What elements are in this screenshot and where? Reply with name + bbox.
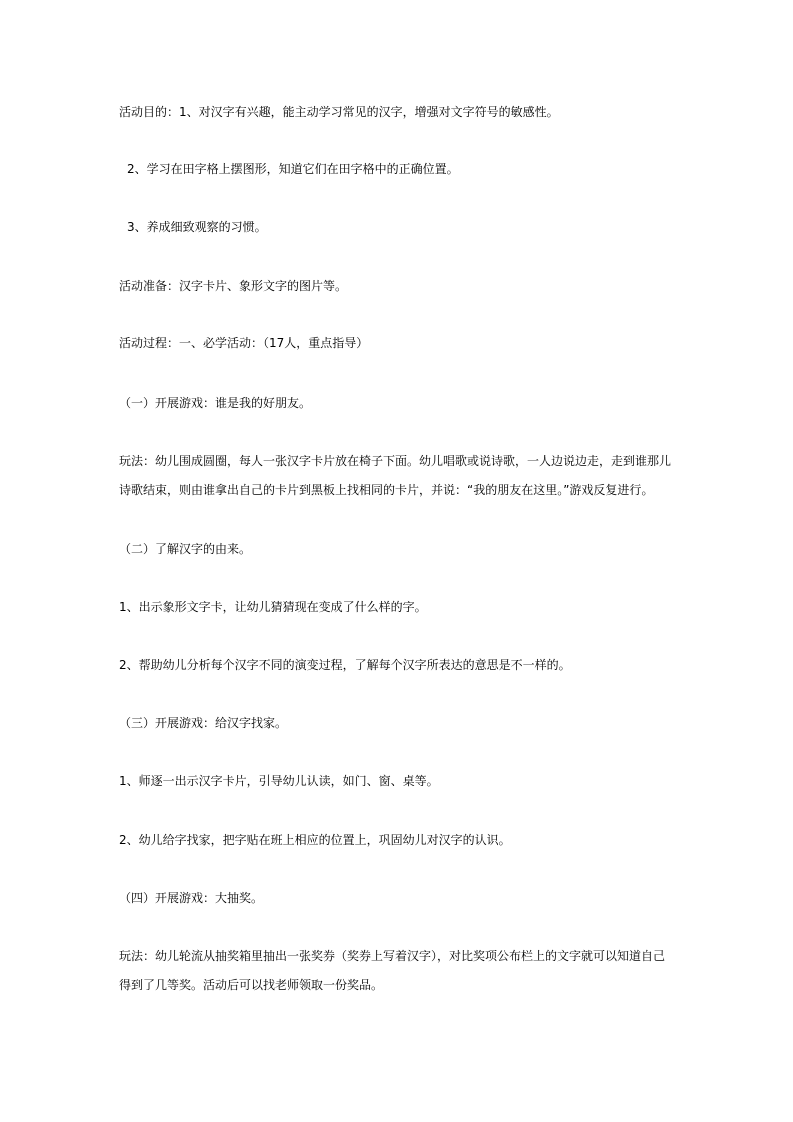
game-4-heading: （四）开展游戏：大抽奖。 bbox=[119, 891, 264, 905]
activity-process-heading: 活动过程：一、必学活动：（17人，重点指导） bbox=[119, 336, 369, 350]
activity-goal-1: 活动目的：1、对汉字有兴趣，能主动学习常见的汉字，增强对文字符号的敏感性。 bbox=[119, 105, 559, 119]
game-1-rules-line-1: 玩法：幼儿围成圆圈，每人一张汉字卡片放在椅子下面。幼儿唱歌或说诗歌，一人边说边走，走到谁那儿 bbox=[119, 454, 672, 468]
section-2-item-1: 1、出示象形文字卡，让幼儿猜猜现在变成了什么样的字。 bbox=[119, 600, 427, 614]
activity-goal-3: 3、养成细致观察的习惯。 bbox=[127, 220, 267, 234]
game-3-heading: （三）开展游戏：给汉字找家。 bbox=[119, 716, 288, 730]
section-2-heading: （二）了解汉字的由来。 bbox=[119, 542, 252, 556]
activity-preparation: 活动准备：汉字卡片、象形文字的图片等。 bbox=[119, 279, 348, 293]
section-2-item-2: 2、帮助幼儿分析每个汉字不同的演变过程，了解每个汉字所表达的意思是不一样的。 bbox=[119, 658, 571, 672]
game-3-item-2: 2、幼儿给字找家，把字贴在班上相应的位置上，巩固幼儿对汉字的认识。 bbox=[119, 833, 511, 847]
game-4-rules-line-1: 玩法：幼儿轮流从抽奖箱里抽出一张奖券（奖券上写着汉字），对比奖项公布栏上的文字就可以知道自己 bbox=[119, 949, 666, 963]
game-4-rules-line-2: 得到了几等奖。活动后可以找老师领取一份奖品。 bbox=[119, 978, 384, 992]
activity-goal-2: 2、学习在田字格上摆图形，知道它们在田字格中的正确位置。 bbox=[127, 162, 459, 176]
game-1-heading: （一）开展游戏：谁是我的好朋友。 bbox=[119, 396, 312, 410]
game-1-rules-line-2: 诗歌结束，则由谁拿出自己的卡片到黑板上找相同的卡片，并说：“我的朋友在这里。”游戏反复进行。 bbox=[119, 483, 654, 497]
game-3-item-1: 1、师逐一出示汉字卡片，引导幼儿认读，如门、窗、桌等。 bbox=[119, 774, 439, 788]
